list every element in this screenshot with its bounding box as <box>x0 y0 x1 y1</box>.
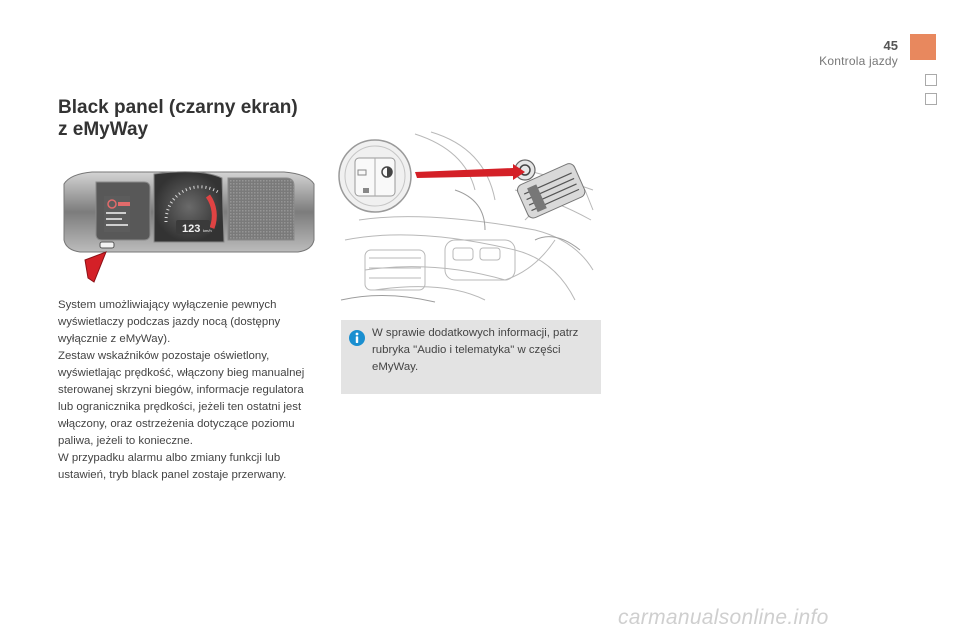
tab-box-outline <box>925 74 937 86</box>
red-pointer-arrow <box>85 252 106 282</box>
paragraph-description: System umożliwiający wyłączenie pewnych wyświetlaczy podczas jazdy nocą (dostępny wyłącznie z eMyWay). <box>58 299 281 345</box>
tab-box-outline <box>925 93 937 105</box>
info-box <box>341 320 601 394</box>
info-text: W sprawie dodatkowych informacji, patrz rubryka "Audio i telematyka" w części eMyWay. <box>372 327 579 373</box>
title-line-1: Black panel (czarny ekran) <box>58 97 298 118</box>
page-number: 45 <box>883 38 898 53</box>
page-title <box>58 97 298 141</box>
cluster-speed-readout: 123 <box>182 223 201 235</box>
red-pointer-arrow <box>415 168 515 178</box>
instrument-cluster-illustration <box>62 162 316 292</box>
center-console-illustration <box>335 130 597 306</box>
title-line-2: z eMyWay <box>58 119 149 140</box>
section-name: Kontrola jazdy <box>819 54 898 68</box>
paragraph-interruption: W przypadku alarmu albo zmiany funkcji lub ustawień, tryb black panel zostaje przerwany. <box>58 452 287 481</box>
body-text <box>58 297 320 484</box>
info-icon <box>349 330 365 346</box>
paragraph-cluster-behaviour: Zestaw wskaźników pozostaje oświetlony, wyświetlając prędkość, włączony bieg manualnej sterowanej skrzyni biegów, informacje regulatora lub ogranicznika prędkości, jeżeli ten ostatni jest włączony, oraz ostrzeżenia dotyczące poziomu paliwa, jeżeli to konieczne. <box>58 350 305 447</box>
section-tab-marker <box>910 34 936 60</box>
watermark: carmanualsonline.info <box>618 606 829 629</box>
cluster-speed-unit: km/h <box>203 228 212 233</box>
